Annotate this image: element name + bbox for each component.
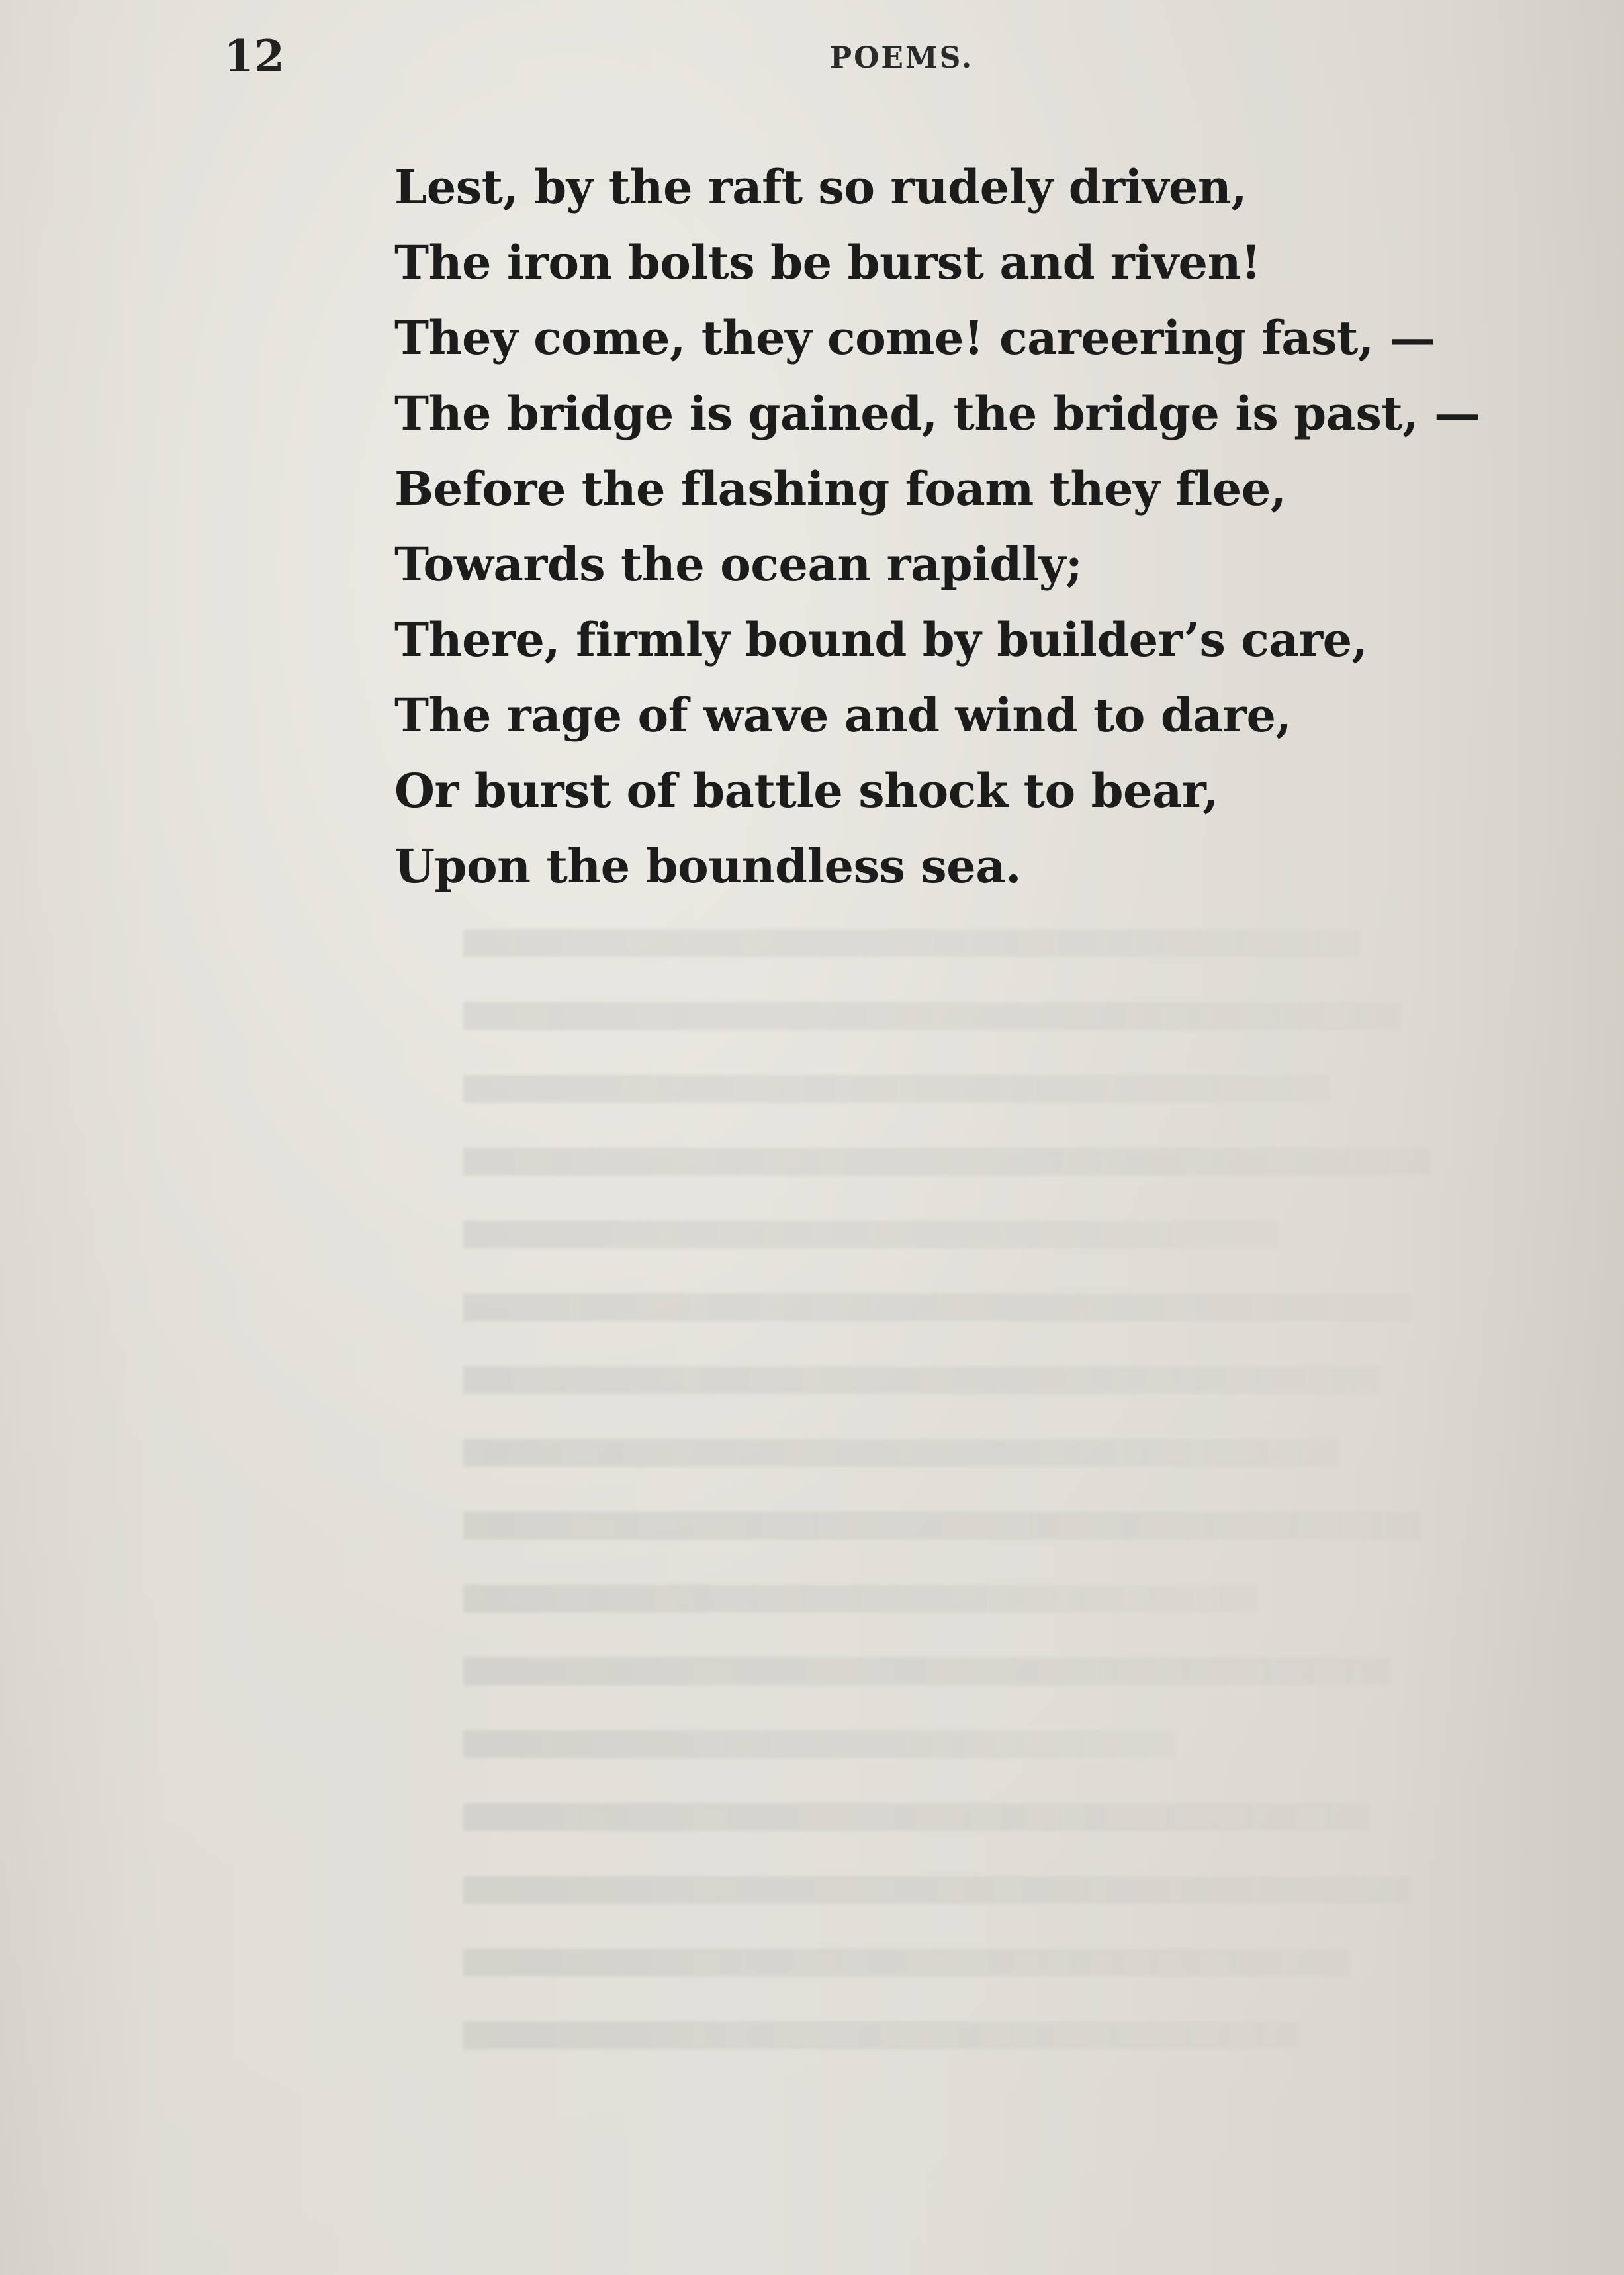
poem-line: The iron bolts be burst and riven!: [394, 235, 1261, 290]
poem-line: The rage of wave and wind to dare,: [394, 688, 1292, 743]
poem-line: Or burst of battle shock to bear,: [394, 763, 1219, 818]
page-header: [0, 30, 1624, 82]
poem-line: Towards the ocean rapidly;: [394, 537, 1083, 592]
poem-line: There, firmly bound by builder’s care,: [394, 612, 1368, 667]
poem-line: They come, they come! careering fast, —: [394, 310, 1436, 365]
poem-stanza: [394, 150, 1480, 904]
poem-line: Lest, by the raft so rudely driven,: [394, 160, 1247, 214]
poem-line: Before the flashing foam they flee,: [394, 461, 1286, 516]
poem-line: The bridge is gained, the bridge is past, —: [394, 386, 1480, 441]
poem-line: Upon the boundless sea.: [394, 839, 1021, 894]
running-head: POEMS.: [830, 41, 974, 75]
page-number: 12: [224, 30, 285, 82]
show-through-texture: [463, 907, 1482, 2164]
